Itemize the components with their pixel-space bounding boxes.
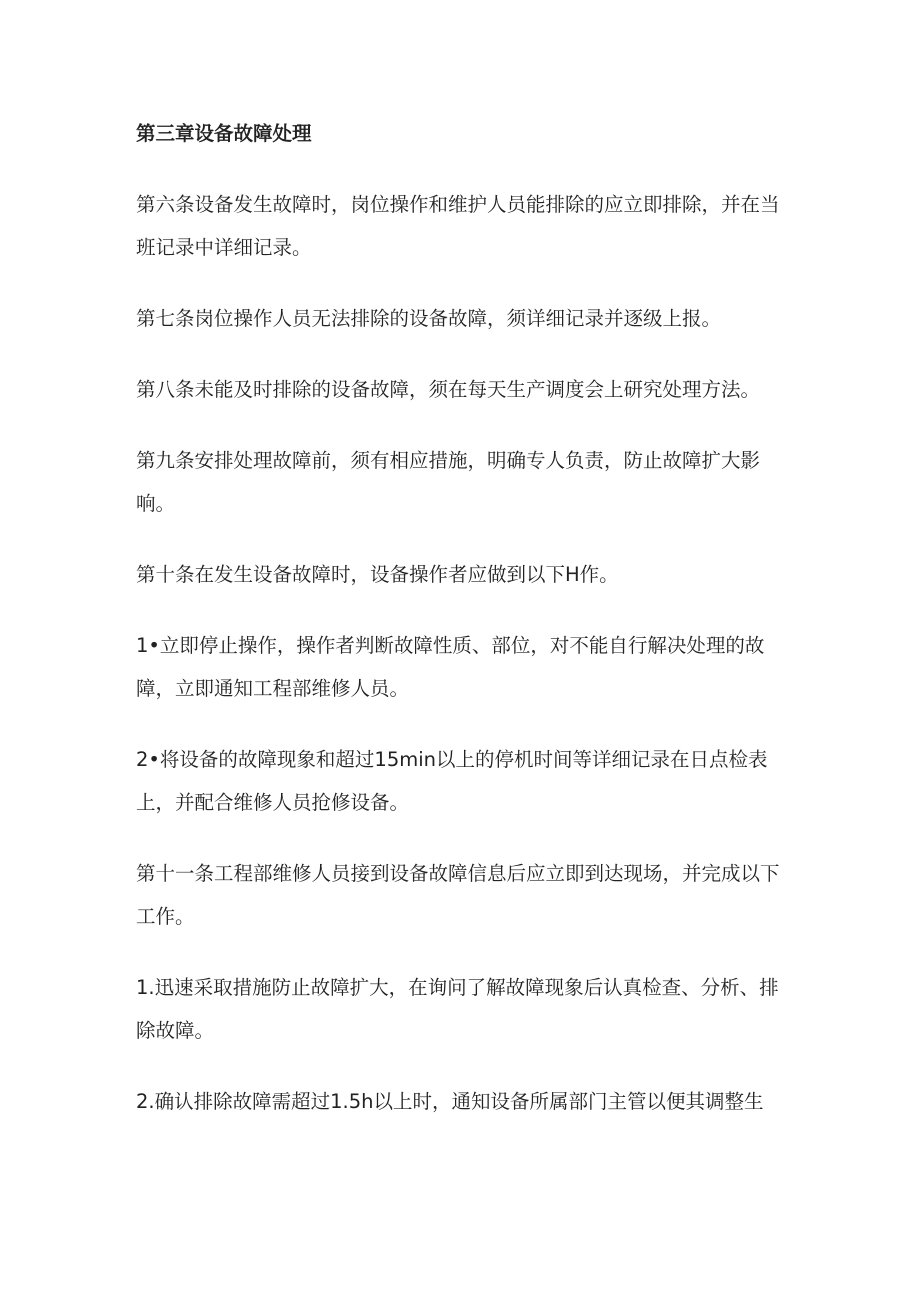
paragraph-article-7: 第七条岗位操作人员无法排除的设备故障，须详细记录并逐级上报。: [136, 307, 722, 330]
document-body: [136, 112, 796, 1151]
paragraph-article-6: 第六条设备发生故障时，岗位操作和维护人员能排除的应立即排除，并在当班记录中详细记录。: [136, 193, 780, 259]
chapter-heading: 第三章设备故障处理: [136, 122, 312, 145]
list-item-10-1: 1•立即停止操作，操作者判断故障性质、部位，对不能自行解决处理的故障，立即通知工程部维修人员。: [136, 634, 765, 700]
list-item-10-2: 2•将设备的故障现象和超过15min以上的停机时间等详细记录在日点检表上，并配合维修人员抢修设备。: [136, 748, 768, 814]
paragraph-article-11: 第十一条工程部维修人员接到设备故障信息后应立即到达现场，并完成以下工作。: [136, 862, 780, 928]
paragraph-article-10: 第十条在发生设备故障时，设备操作者应做到以下H作。: [136, 563, 619, 586]
list-item-11-1: 1.迅速采取措施防止故障扩大，在询问了解故障现象后认真检查、分析、排除故障。: [136, 976, 779, 1042]
paragraph-article-8: 第八条未能及时排除的设备故障，须在每天生产调度会上研究处理方法。: [136, 378, 761, 401]
list-item-11-2: 2.确认排除故障需超过1.5h以上时，通知设备所属部门主管以便其调整生: [136, 1090, 764, 1113]
paragraph-article-9: 第九条安排处理故障前，须有相应措施，明确专人负责，防止故障扩大影响。: [136, 449, 761, 515]
